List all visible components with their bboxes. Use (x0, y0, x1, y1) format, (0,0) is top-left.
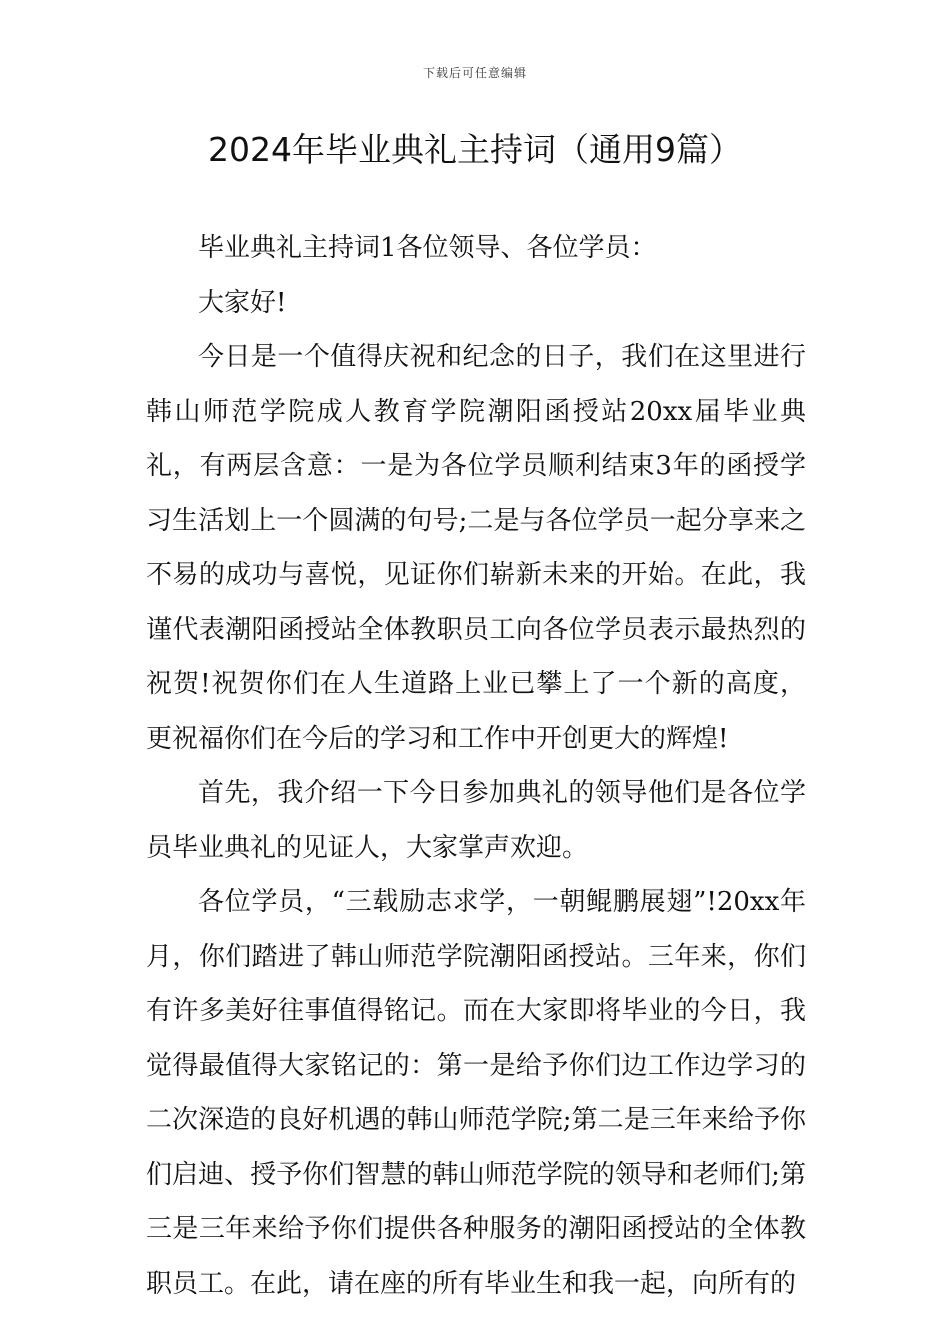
document-body (146, 221, 806, 1311)
paragraph-5: 各位学员，“三载励志求学，一朝鲲鹏展翅”!20xx年月，你们踏进了韩山师范学院潮阳函授站。三年来，你们有许多美好往事值得铭记。而在大家即将毕业的今日，我觉得最值得大家铭记的：第一是给予你们边工作边学习的二次深造的良好机遇的韩山师范学院;第二是三年来给予你们启迪、授予你们智慧的韩山师范学院的领导和老师们;第三是三年来给予你们提供各种服务的潮阳函授站的全体教职员工。在此，请在座的所有毕业生和我一起，向所有的 (146, 887, 806, 1299)
document-title: 2024年毕业典礼主持词（通用9篇） (208, 130, 742, 169)
paragraph-2: 大家好! (198, 287, 287, 318)
paragraph-1: 毕业典礼主持词1各位领导、各位学员： (198, 233, 657, 263)
header-note: 下载后可任意编辑 (422, 66, 527, 80)
paragraph-3: 今日是一个值得庆祝和纪念的日子，我们在这里进行韩山师范学院成人教育学院潮阳函授站20xx届毕业典礼，有两层含意：一是为各位学员顺利结束3年的函授学习生活划上一个圆满的句号;二是与各位学员一起分享来之不易的成功与喜悦，见证你们崭新未来的开始。在此，我谨代表潮阳函授站全体教职员工向各位学员表示最热烈的祝贺!祝贺你们在人生道路上业已攀上了一个新的高度，更祝福你们在今后的学习和工作中开创更大的辉煌! (146, 342, 806, 754)
paragraph-4: 首先，我介绍一下今日参加典礼的领导他们是各位学员毕业典礼的见证人，大家掌声欢迎。 (146, 778, 806, 863)
